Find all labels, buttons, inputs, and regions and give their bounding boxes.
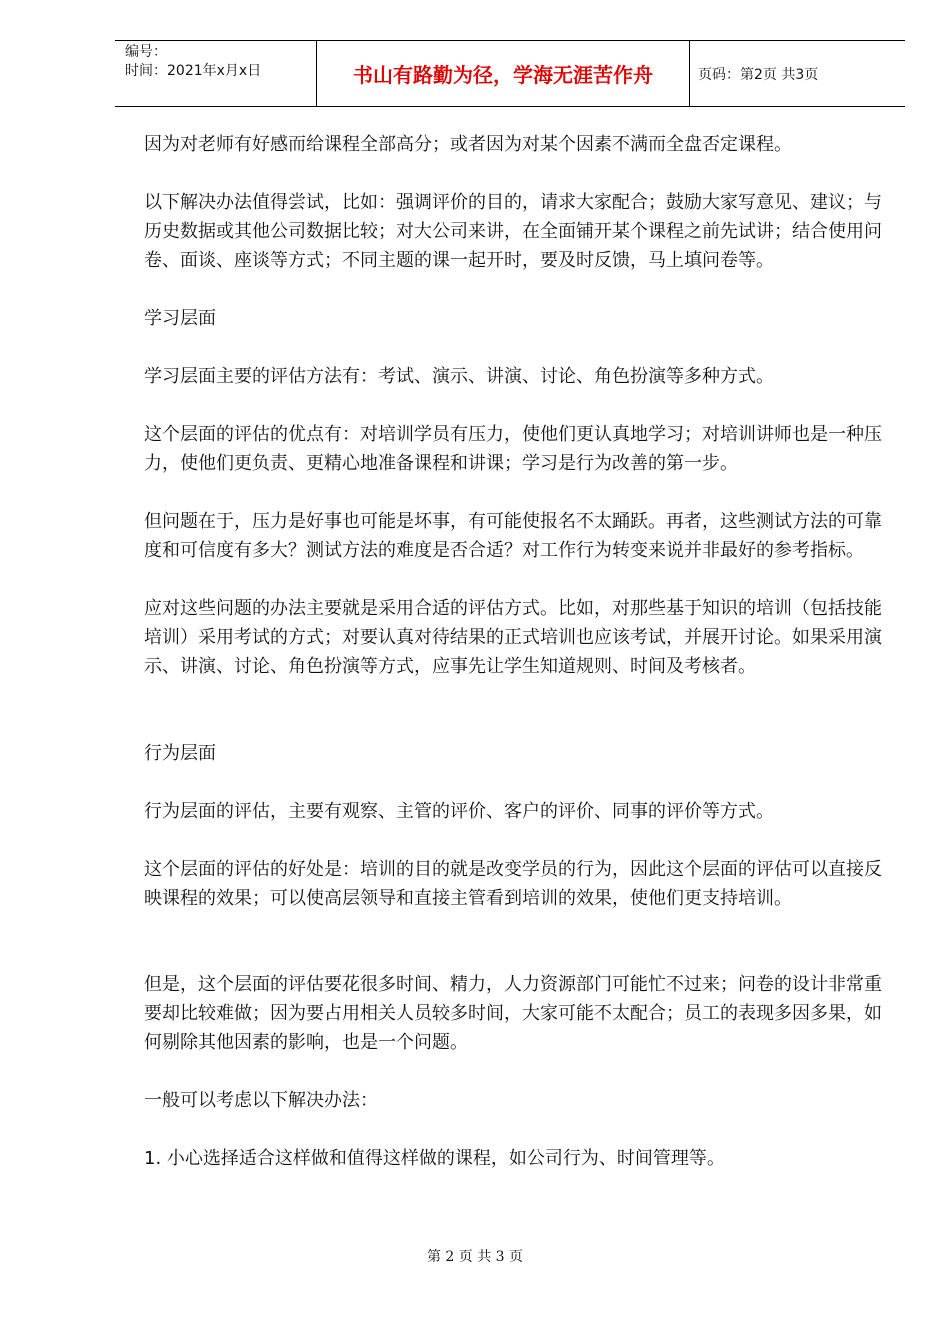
paragraph: 应对这些问题的办法主要就是采用合适的评估方式。比如，对那些基于知识的培训（包括技能培训）采用考试的方式；对要认真对待结果的正式培训也应该考试，并展开讨论。如果采用演示、讲演、讨论、角色扮演等方式，应事先让学生知道规则、时间及考核者。 — [144, 598, 882, 677]
header-motto: 书山有路勤为径，学海无涯苦作舟 — [316, 41, 690, 106]
number-label: 编号： — [125, 44, 167, 60]
list-item: 1. 小心选择适合这样做和值得这样做的课程，如公司行为、时间管理等。 — [144, 1148, 725, 1169]
section-heading: 行为层面 — [144, 743, 216, 764]
page-footer: 第 2 页 共 3 页 — [426, 1249, 524, 1265]
paragraph: 但问题在于，压力是好事也可能是坏事，有可能使报名不太踊跃。再者，这些测试方法的可靠度和可信度有多大？测试方法的难度是否合适？对工作行为转变来说并非最好的参考指标。 — [144, 511, 882, 561]
page-header — [115, 40, 905, 107]
time-label: 时间：2021年x月x日 — [125, 63, 262, 79]
paragraph: 学习层面主要的评估方法有：考试、演示、讲演、讨论、角色扮演等多种方式。 — [144, 366, 774, 387]
section-heading: 学习层面 — [144, 308, 216, 329]
paragraph: 但是，这个层面的评估要花很多时间、精力，人力资源部门可能忙不过来；问卷的设计非常重要却比较难做；因为要占用相关人员较多时间，大家可能不太配合；员工的表现多因多果，如何剔除其他因素的影响，也是一个问题。 — [144, 974, 882, 1053]
paragraph: 行为层面的评估，主要有观察、主管的评价、客户的评价、同事的评价等方式。 — [144, 801, 774, 822]
paragraph: 一般可以考虑以下解决办法： — [144, 1090, 378, 1111]
paragraph: 这个层面的评估的优点有：对培训学员有压力，使他们更认真地学习；对培训讲师也是一种压力，使他们更负责、更精心地准备课程和讲课；学习是行为改善的第一步。 — [144, 424, 882, 474]
paragraph: 这个层面的评估的好处是：培训的目的就是改变学员的行为，因此这个层面的评估可以直接反映课程的效果；可以使高层领导和直接主管看到培训的效果，使他们更支持培训。 — [144, 859, 882, 909]
paragraph: 因为对老师有好感而给课程全部高分；或者因为对某个因素不满而全盘否定课程。 — [144, 134, 792, 155]
header-page-label: 页码：第2页 共3页 — [698, 66, 819, 83]
document-body — [144, 130, 894, 1173]
paragraph: 以下解决办法值得尝试，比如：强调评价的目的，请求大家配合；鼓励大家写意见、建议；与历史数据或其他公司数据比较；对大公司来讲，在全面铺开某个课程之前先试讲；结合使用问卷、面谈、座谈等方式；不同主题的课一起开时，要及时反馈，马上填问卷等。 — [144, 192, 882, 271]
header-meta — [115, 41, 316, 106]
